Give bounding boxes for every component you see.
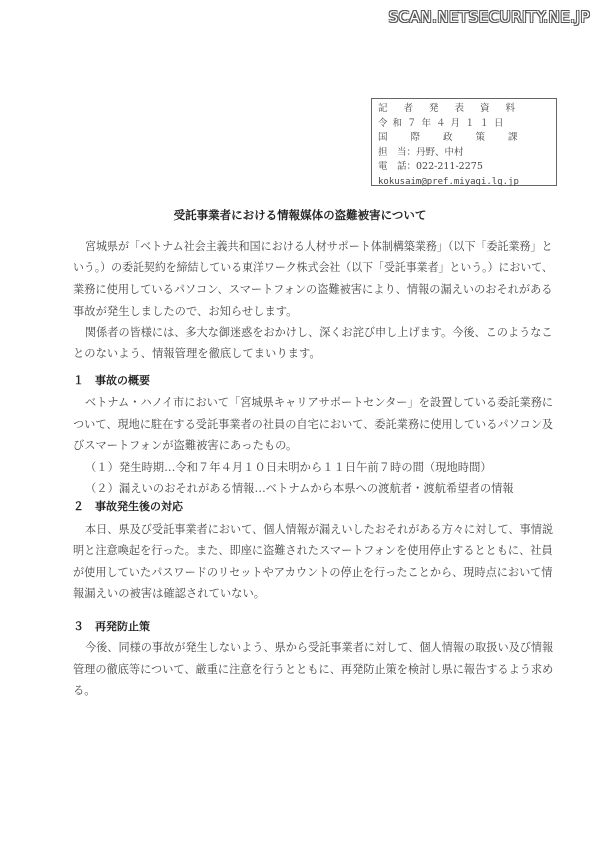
press-email: kokusaim@pref.miyagi.lg.jp — [378, 176, 519, 187]
intro-line: 関係者の皆様には、多大な御迷惑をおかけし、深くお詫び申し上げます。今後、このようなこ — [85, 326, 553, 339]
section-line: ベトナム・ハノイ市において「宮城県キャリアサポートセンター」を設置している委託業務に — [85, 396, 554, 409]
section-line: る。 — [73, 684, 96, 697]
intro-line: 宮城県が「ベトナム社会主義共和国における人材サポート体制構築業務」（以下「委託業務」と — [85, 240, 553, 253]
section-heading: ３ 再発防止策 — [73, 620, 150, 633]
intro-line: とのないよう、情報管理を徹底してまいります。 — [73, 347, 321, 360]
intro-line: いう。）の委託契約を締結している東洋ワーク株式会社（以下「受託事業者」という。）において、 — [73, 261, 553, 274]
watermark: SCAN.NETSECURITY.NE.JP — [388, 8, 590, 26]
section-line: 本日、県及び受託事業者において、個人情報が漏えいしたおそれがある方々に対して、事情説 — [85, 523, 554, 536]
document-title: 受託事業者における情報媒体の盗難被害について — [173, 208, 427, 222]
section-line: 明と注意喚起を行った。また、即座に盗難されたスマートフォンを使用停止するとともに、社員 — [73, 544, 553, 557]
section-line: びスマートフォンが盗難被害にあったもの。 — [73, 439, 298, 452]
section-heading: １ 事故の概要 — [73, 374, 150, 387]
section-item: （１）発生時期…令和７年４月１０日未明から１１日午前７時の間（現地時間） — [85, 461, 492, 474]
press-phone: 電 話：022-211-2275 — [378, 161, 483, 172]
section-line: 管理の徹底等について、厳重に注意を行うとともに、再発防止策を検討し県に報告するよう求め — [73, 663, 554, 676]
press-release-box — [371, 98, 557, 186]
section-line: 報漏えいの被害は確認されていない。 — [73, 587, 266, 600]
intro-line: 業務に使用しているパソコン、スマートフォンの盗難被害により、情報の漏えいのおそれがある — [73, 283, 553, 296]
section-line: ついて、現地に駐在する受託事業者の社員の自宅において、委託業務に使用しているパソコン及 — [73, 418, 554, 431]
section-item: （２）漏えいのおそれがある情報…ベトナムから本県への渡航者・渡航希望者の情報 — [85, 482, 514, 495]
section-line: が使用していたパスワードのリセットやアカウントの停止を行ったことから、現時点において情 — [73, 566, 553, 579]
press-dept: 国際政策課 — [378, 132, 541, 143]
press-contact: 担 当：丹野、中村 — [378, 146, 464, 158]
section-heading: ２ 事故発生後の対応 — [73, 500, 183, 513]
press-label: 記者発表資料 — [378, 103, 532, 114]
section-line: 今後、同様の事故が発生しないよう、県から受託事業者に対して、個人情報の取扱い及び情報 — [85, 641, 554, 654]
press-date: 令和７年４月１１日 — [378, 117, 509, 129]
intro-line: 事故が発生しましたので、お知らせします。 — [73, 305, 298, 318]
